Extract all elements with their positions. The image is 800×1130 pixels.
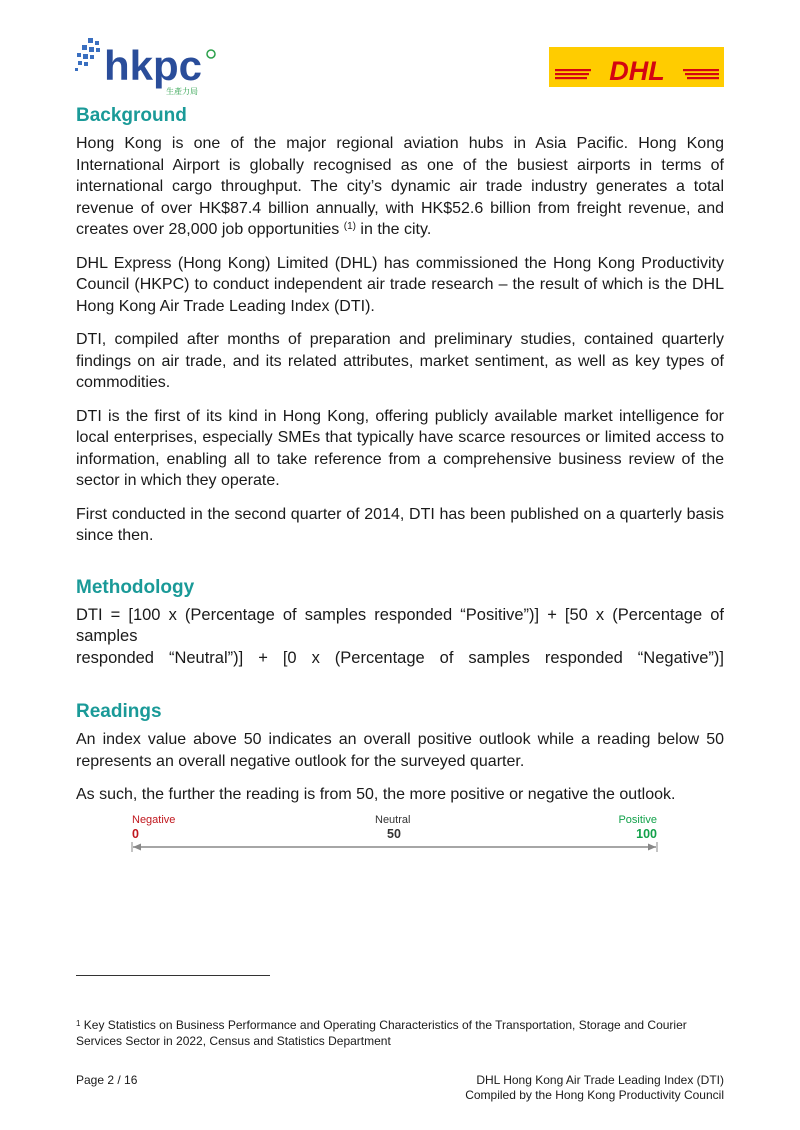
footer-title	[465, 1073, 724, 1103]
methodology-formula-line-2: responded “Neutral”)] + [0 x (Percentage of samples responded “Negative”)]	[76, 648, 724, 667]
readings-paragraph-2: As such, the further the reading is from 50, the more positive or negative the outlook.	[76, 786, 676, 803]
footnote-separator	[76, 975, 270, 976]
methodology-heading: Methodology	[76, 576, 195, 598]
scale-negative-label: Negative	[132, 814, 176, 826]
footnote-reference: (1)	[343, 221, 356, 232]
footer-title-line-2: Compiled by the Hong Kong Productivity Council	[465, 1088, 724, 1102]
background-paragraph-1-text: Hong Kong is one of the major regional aviation hubs in Asia Pacific. Hong Kong International Airport is globally recognised as one of the busiest airports in terms of international cargo throughput. The city’s dynamic air trade industry generates a total revenue of over HK$87.4 billion annually, with HK$52.6 billion from freight revenue, and creates over 28,000 job opportunities	[76, 135, 724, 238]
methodology-formula-line-1: DTI = [100 x (Percentage of samples responded “Positive”)] + [50 x (Percentage of samples	[76, 605, 724, 645]
footer-title-line-1: DHL Hong Kong Air Trade Leading Index (DTI)	[476, 1073, 724, 1087]
scale-neutral-label: Neutral	[375, 814, 411, 826]
scale-neutral-value: 50	[387, 827, 401, 841]
hkpc-logo	[74, 36, 224, 98]
background-heading: Background	[76, 105, 187, 126]
background-paragraph-2: DHL Express (Hong Kong) Limited (DHL) has commissioned the Hong Kong Productivity Council (HKPC) to conduct independent air trade research – the result of which is the DHL Hong Kong Air Trade Leading Index (DTI).	[76, 254, 724, 315]
hkpc-wordmark: hkpc	[104, 42, 203, 89]
background-paragraph-1-tail: in the city.	[355, 221, 432, 238]
index-scale	[130, 814, 660, 854]
dhl-logo	[549, 47, 724, 87]
readings-paragraph-1: An index value above 50 indicates an overall positive outlook while a reading below 50 represents an overall negative outlook for the surveyed quarter.	[76, 731, 724, 770]
footnote-text: Key Statistics on Business Performance and Operating Characteristics of the Transportation, Storage and Courier Services Sector in 2022, Census and Statistics Department	[76, 1018, 687, 1048]
background-paragraph-3: DTI, compiled after months of preparation and preliminary studies, contained quarterly findings on air trade, and its related attributes, market sentiment, as well as key types of commodities.	[76, 331, 724, 391]
footnote-marker: 1	[76, 1019, 81, 1028]
page-content	[76, 103, 724, 806]
readings-heading: Readings	[76, 701, 162, 722]
footnote	[76, 1018, 724, 1049]
scale-double-arrow	[130, 840, 660, 854]
background-paragraph-4: DTI is the first of its kind in Hong Kong, offering publicly available market intelligence for local enterprises, especially SMEs that typically have scarce resources or limited access to information, enabling all to take reference from a comprehensive business review of the sector in which they operate.	[76, 407, 724, 489]
background-paragraph-5: First conducted in the second quarter of 2014, DTI has been published on a quarterly basis since then.	[76, 505, 724, 544]
scale-positive-label: Positive	[618, 814, 657, 826]
hkpc-chinese-name: 生產力局	[166, 87, 198, 96]
background-paragraph-1	[76, 133, 724, 241]
page-number: Page 2 / 16	[76, 1073, 138, 1087]
scale-positive-value: 100	[636, 827, 657, 841]
dhl-wordmark: DHL	[609, 56, 665, 86]
scale-negative-value: 0	[132, 827, 139, 841]
